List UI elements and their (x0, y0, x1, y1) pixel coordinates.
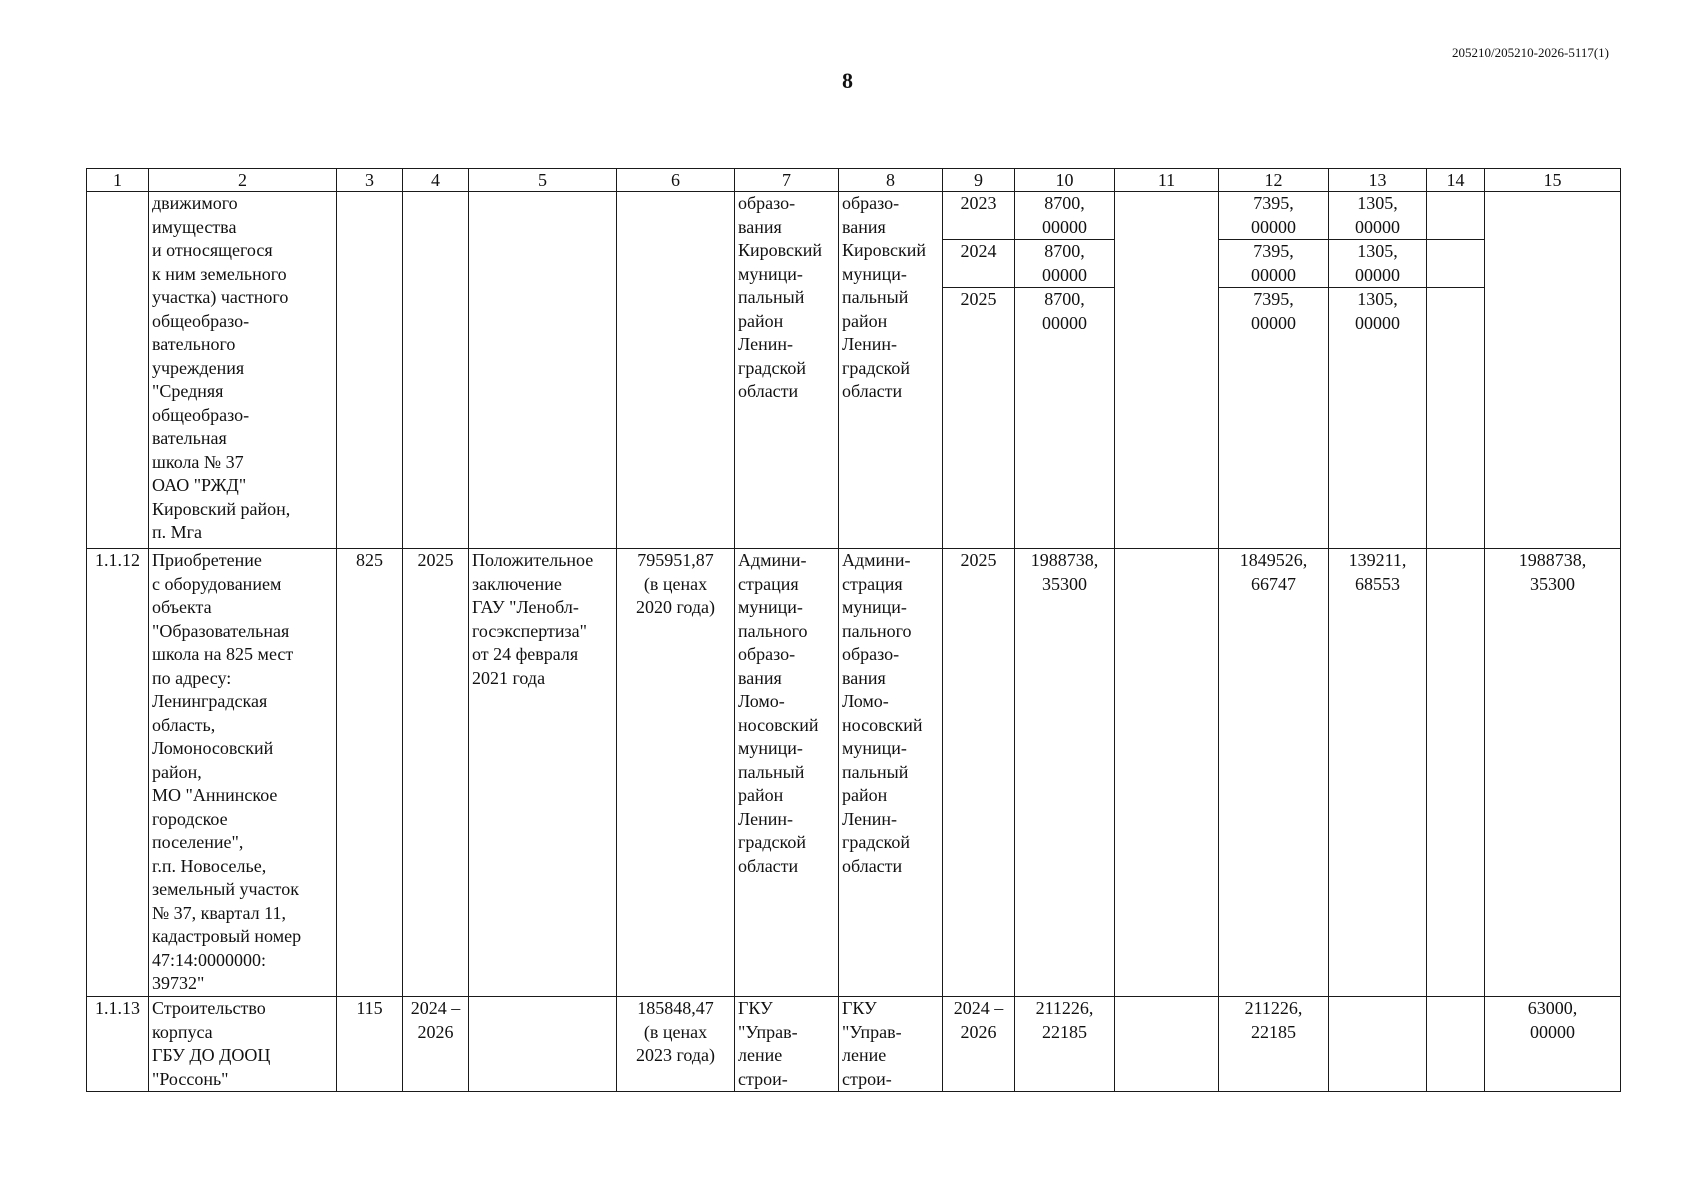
column-header: 12 (1219, 169, 1329, 192)
column-header: 2 (149, 169, 337, 192)
row-number: 1.1.13 (87, 997, 149, 1092)
header-row (87, 169, 1621, 192)
other-cell (1427, 549, 1485, 997)
developer-cell: образо- вания Кировский муници- пальный район Ленин- градской области (839, 192, 943, 549)
period-cell: 2025 (403, 549, 469, 997)
other-cell (1427, 288, 1485, 549)
regional-cell: 7395, 00000 (1219, 240, 1329, 288)
customer-cell: образо- вания Кировский муници- пальный район Ленин- градской области (735, 192, 839, 549)
column-header: 6 (617, 169, 735, 192)
column-header: 4 (403, 169, 469, 192)
federal-cell (1115, 192, 1219, 549)
column-header: 10 (1015, 169, 1115, 192)
year-cell: 2025 (943, 549, 1015, 997)
column-header: 3 (337, 169, 403, 192)
capacity-cell: 115 (337, 997, 403, 1092)
column-header: 13 (1329, 169, 1427, 192)
regional-cell: 1849526, 66747 (1219, 549, 1329, 997)
column-header: 15 (1485, 169, 1621, 192)
capacity-cell: 825 (337, 549, 403, 997)
federal-cell (1115, 549, 1219, 997)
developer-cell: ГКУ "Управ- ление строи- (839, 997, 943, 1092)
estimate-cell (617, 192, 735, 549)
local-cell (1329, 997, 1427, 1092)
row-number: 1.1.12 (87, 549, 149, 997)
table-row (87, 997, 1621, 1092)
period-cell (403, 192, 469, 549)
developer-cell: Админи- страция муници- пального образо- вания Ломо- носовский муници- пальный район Ленин- градской области (839, 549, 943, 997)
regional-cell: 7395, 00000 (1219, 192, 1329, 240)
total-cell: 8700, 00000 (1015, 288, 1115, 549)
total-cell: 8700, 00000 (1015, 192, 1115, 240)
column-header: 9 (943, 169, 1015, 192)
year-cell: 2024 – 2026 (943, 997, 1015, 1092)
object-description: Приобретение с оборудованием объекта "Образовательная школа на 825 мест по адресу: Ленинградская область, Ломоносовский район, МО "Аннинское городское поселение", г.п. Новоселье, земельный участок № 37, квартал 11, кадастровый номер 47:14:0000000: 39732" (149, 549, 337, 997)
conclusion-cell: Положительное заключение ГАУ "Ленобл- госэкспертиза" от 24 февраля 2021 года (469, 549, 617, 997)
document-id: 205210/205210-2026-5117(1) (1452, 45, 1609, 60)
column-header: 5 (469, 169, 617, 192)
capacity-cell (337, 192, 403, 549)
year-cell: 2025 (943, 288, 1015, 549)
other-cell (1427, 240, 1485, 288)
column-header: 14 (1427, 169, 1485, 192)
local-cell: 139211, 68553 (1329, 549, 1427, 997)
table-row (87, 192, 1621, 240)
regional-cell: 7395, 00000 (1219, 288, 1329, 549)
table-row (87, 549, 1621, 997)
budget-table (86, 168, 1621, 1092)
customer-cell: Админи- страция муници- пального образо- вания Ломо- носовский муници- пальный район Ленин- градской области (735, 549, 839, 997)
year-cell: 2024 (943, 240, 1015, 288)
period-cell: 2024 – 2026 (403, 997, 469, 1092)
plan-cell: 1988738, 35300 (1485, 549, 1621, 997)
other-cell (1427, 192, 1485, 240)
local-cell: 1305, 00000 (1329, 288, 1427, 549)
object-description: Строительство корпуса ГБУ ДО ДООЦ "Россонь" (149, 997, 337, 1092)
page-number: 8 (842, 68, 853, 93)
local-cell: 1305, 00000 (1329, 240, 1427, 288)
conclusion-cell (469, 997, 617, 1092)
local-cell: 1305, 00000 (1329, 192, 1427, 240)
year-cell: 2023 (943, 192, 1015, 240)
federal-cell (1115, 997, 1219, 1092)
total-cell: 1988738, 35300 (1015, 549, 1115, 997)
estimate-cell: 185848,47 (в ценах 2023 года) (617, 997, 735, 1092)
plan-cell: 63000, 00000 (1485, 997, 1621, 1092)
other-cell (1427, 997, 1485, 1092)
column-header: 11 (1115, 169, 1219, 192)
column-header: 8 (839, 169, 943, 192)
column-header: 7 (735, 169, 839, 192)
estimate-cell: 795951,87 (в ценах 2020 года) (617, 549, 735, 997)
column-header: 1 (87, 169, 149, 192)
row-number (87, 192, 149, 549)
conclusion-cell (469, 192, 617, 549)
object-description: движимого имущества и относящегося к ним земельного участка) частного общеобразо- вательного учреждения "Средняя общеобразо- вательная школа № 37 ОАО "РЖД" Кировский район, п. Мга (149, 192, 337, 549)
plan-cell (1485, 192, 1621, 549)
regional-cell: 211226, 22185 (1219, 997, 1329, 1092)
total-cell: 8700, 00000 (1015, 240, 1115, 288)
total-cell: 211226, 22185 (1015, 997, 1115, 1092)
customer-cell: ГКУ "Управ- ление строи- (735, 997, 839, 1092)
